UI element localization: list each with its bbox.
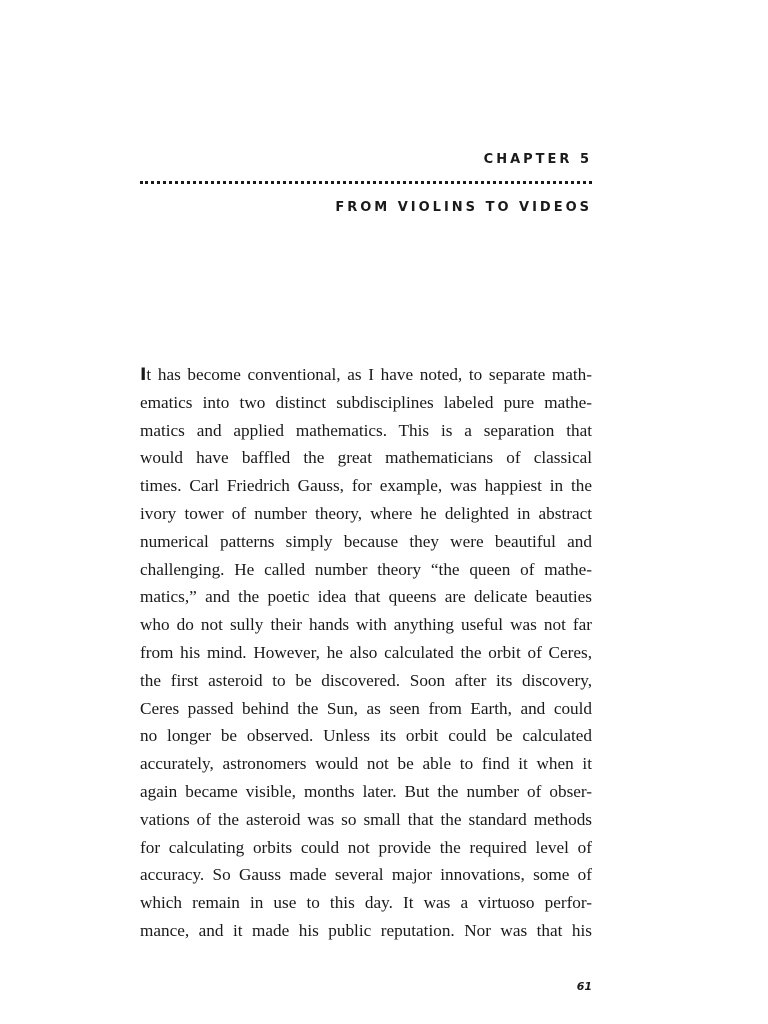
text-line-content: t has become conventional, as I have noted, to separate math- bbox=[146, 365, 592, 384]
text-line: which remain in use to this day. It was a virtuoso perfor- bbox=[140, 893, 592, 913]
text-line: accurately, astronomers would not be able to find it when it bbox=[140, 754, 592, 774]
chapter-label: CHAPTER 5 bbox=[483, 152, 592, 167]
text-line: matics and applied mathematics. This is a separation that bbox=[140, 420, 592, 440]
text-line: vations of the asteroid was so small that the standard methods bbox=[140, 809, 592, 829]
text-line: again became visible, months later. But the number of obser- bbox=[140, 781, 592, 801]
text-line bbox=[140, 361, 592, 389]
text-line: ematics into two distinct subdisciplines labeled pure mathe- bbox=[140, 392, 592, 412]
text-line: who do not sully their hands with anything useful was not far bbox=[140, 615, 592, 635]
text-line: numerical patterns simply because they were beautiful and bbox=[140, 531, 592, 551]
drop-cap: I bbox=[140, 365, 147, 385]
text-line: no longer be observed. Unless its orbit could be calculated bbox=[140, 726, 592, 746]
text-line: challenging. He called number theory “the queen of mathe- bbox=[140, 559, 592, 579]
text-line: ivory tower of number theory, where he delighted in abstract bbox=[140, 503, 592, 523]
text-line: Ceres passed behind the Sun, as seen from Earth, and could bbox=[140, 698, 592, 718]
text-line: for calculating orbits could not provide the required level of bbox=[140, 837, 592, 857]
chapter-title: FROM VIOLINS TO VIDEOS bbox=[335, 200, 592, 215]
page-number: 61 bbox=[576, 980, 592, 993]
dotted-divider bbox=[140, 181, 592, 184]
text-line: from his mind. However, he also calculated the orbit of Ceres, bbox=[140, 642, 592, 662]
text-line: would have baffled the great mathematicians of classical bbox=[140, 448, 592, 468]
text-line: accuracy. So Gauss made several major innovations, some of bbox=[140, 865, 592, 885]
text-line: matics,” and the poetic idea that queens are delicate beauties bbox=[140, 587, 592, 607]
text-line: mance, and it made his public reputation. Nor was that his bbox=[140, 920, 592, 940]
text-line: the first asteroid to be discovered. Soon after its discovery, bbox=[140, 670, 592, 690]
text-line: times. Carl Friedrich Gauss, for example, was happiest in the bbox=[140, 476, 592, 496]
body-paragraph bbox=[140, 361, 592, 945]
